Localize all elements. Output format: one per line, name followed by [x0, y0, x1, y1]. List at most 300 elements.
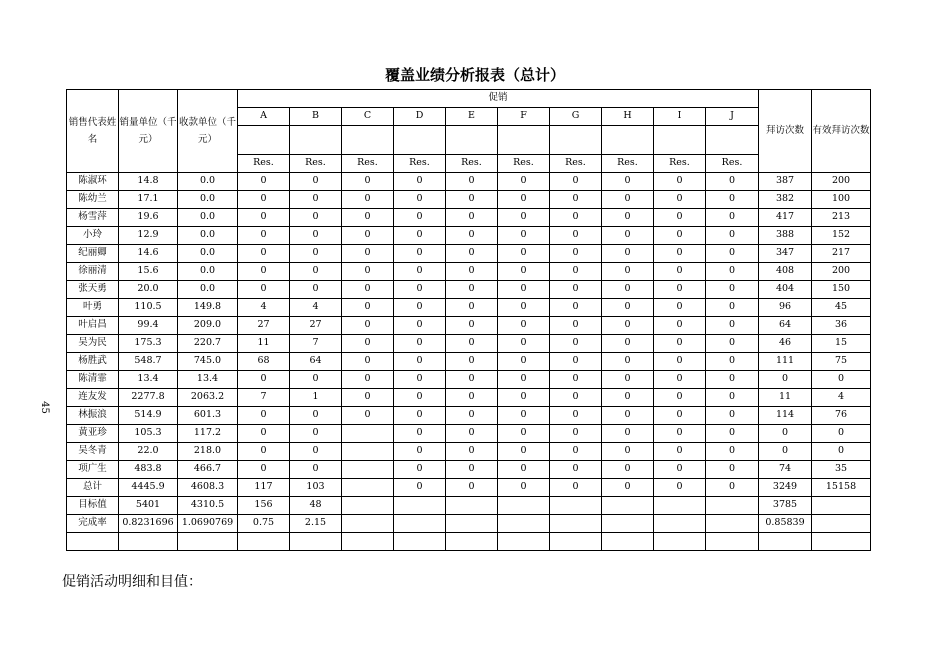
table-cell: 0.0 — [178, 173, 238, 191]
table-cell: 514.9 — [119, 407, 178, 425]
table-cell: 0 — [550, 389, 602, 407]
table-cell: 0 — [238, 407, 290, 425]
table-cell: 0 — [290, 173, 342, 191]
table-cell: 0 — [238, 461, 290, 479]
promo-blank-cell — [290, 126, 342, 155]
report-title: 覆盖业绩分析报表（总计） — [384, 66, 565, 84]
table-cell: 0 — [602, 479, 654, 497]
table-cell: 75 — [812, 353, 871, 371]
table-cell: 218.0 — [178, 443, 238, 461]
table-cell: 0 — [446, 263, 498, 281]
promo-blank-cell — [654, 126, 706, 155]
table-cell: 0 — [654, 209, 706, 227]
table-cell — [550, 497, 602, 515]
table-cell: 0 — [706, 479, 759, 497]
table-cell — [342, 533, 394, 551]
table-cell: 0 — [654, 389, 706, 407]
table-cell: 7 — [290, 335, 342, 353]
table-cell: 114 — [759, 407, 812, 425]
table-cell: 3249 — [759, 479, 812, 497]
table-cell: 347 — [759, 245, 812, 263]
table-cell: 1.0690769 — [178, 515, 238, 533]
table-row — [67, 533, 871, 551]
table-cell: 745.0 — [178, 353, 238, 371]
table-cell — [342, 479, 394, 497]
promo-blank-cell — [550, 126, 602, 155]
table-cell: 14.6 — [119, 245, 178, 263]
table-cell: 152 — [812, 227, 871, 245]
table-cell: 0 — [238, 191, 290, 209]
table-cell: 0 — [654, 281, 706, 299]
table-cell: 0 — [602, 461, 654, 479]
table-cell: 48 — [290, 497, 342, 515]
table-cell: 0 — [706, 443, 759, 461]
table-cell: 0.0 — [178, 191, 238, 209]
promo-blank-cell — [602, 126, 654, 155]
table-cell: 0 — [759, 443, 812, 461]
row-label-cell: 徐丽清 — [67, 263, 119, 281]
row-label-cell: 项广生 — [67, 461, 119, 479]
table-cell: 0 — [446, 425, 498, 443]
promo-res-label: Res. — [602, 155, 654, 173]
table-cell: 200 — [812, 263, 871, 281]
table-cell: 2277.8 — [119, 389, 178, 407]
table-cell — [178, 533, 238, 551]
table-cell: 0 — [654, 263, 706, 281]
table-cell: 0 — [446, 371, 498, 389]
table-cell: 213 — [812, 209, 871, 227]
row-label-cell: 小玲 — [67, 227, 119, 245]
table-cell: 0 — [706, 191, 759, 209]
table-cell: 0 — [498, 227, 550, 245]
table-cell — [654, 515, 706, 533]
table-cell: 0 — [498, 281, 550, 299]
table-cell — [812, 497, 871, 515]
table-row — [67, 335, 871, 353]
table-cell — [602, 515, 654, 533]
table-cell: 103 — [290, 479, 342, 497]
table-row — [67, 497, 871, 515]
table-cell: 0 — [290, 191, 342, 209]
table-row — [67, 515, 871, 533]
table-cell: 0 — [394, 317, 446, 335]
promo-res-label: Res. — [706, 155, 759, 173]
table-cell: 0 — [498, 479, 550, 497]
table-cell: 601.3 — [178, 407, 238, 425]
row-label-cell: 目标值 — [67, 497, 119, 515]
table-cell: 0 — [706, 371, 759, 389]
table-cell: 0 — [498, 245, 550, 263]
promo-res-label: Res. — [550, 155, 602, 173]
table-cell: 0 — [602, 191, 654, 209]
table-cell: 35 — [812, 461, 871, 479]
table-cell: 388 — [759, 227, 812, 245]
table-cell: 0 — [759, 425, 812, 443]
table-cell: 110.5 — [119, 299, 178, 317]
table-cell: 46 — [759, 335, 812, 353]
table-cell: 387 — [759, 173, 812, 191]
collection-unit-header: 收款单位（千元） — [178, 90, 238, 173]
table-cell: 0 — [394, 263, 446, 281]
table-cell — [394, 533, 446, 551]
table-cell: 0 — [290, 425, 342, 443]
table-row — [67, 173, 871, 191]
table-cell: 0 — [394, 407, 446, 425]
table-cell: 0 — [654, 425, 706, 443]
table-cell: 0 — [498, 209, 550, 227]
table-cell: 0 — [550, 245, 602, 263]
row-label-cell: 陈淑环 — [67, 173, 119, 191]
table-cell: 0 — [654, 299, 706, 317]
table-cell: 20.0 — [119, 281, 178, 299]
table-cell — [706, 533, 759, 551]
table-cell: 0 — [602, 317, 654, 335]
promo-blank-cell — [706, 126, 759, 155]
table-cell: 0 — [446, 353, 498, 371]
table-cell: 0 — [342, 245, 394, 263]
table-cell: 0 — [550, 443, 602, 461]
promo-col-header: I — [654, 108, 706, 126]
table-cell: 466.7 — [178, 461, 238, 479]
table-cell: 0 — [706, 425, 759, 443]
table-cell: 4 — [238, 299, 290, 317]
table-cell: 15.6 — [119, 263, 178, 281]
table-cell: 0 — [602, 173, 654, 191]
table-cell: 0 — [342, 335, 394, 353]
table-cell: 0 — [394, 227, 446, 245]
promo-blank-cell — [498, 126, 550, 155]
table-cell: 0 — [446, 299, 498, 317]
table-cell: 0 — [550, 425, 602, 443]
table-cell — [498, 515, 550, 533]
table-cell: 4310.5 — [178, 497, 238, 515]
table-cell: 0 — [394, 281, 446, 299]
table-cell — [290, 533, 342, 551]
table-cell: 0 — [602, 425, 654, 443]
table-cell: 27 — [238, 317, 290, 335]
table-cell: 0 — [550, 407, 602, 425]
table-cell: 0 — [550, 299, 602, 317]
table-cell: 0 — [498, 425, 550, 443]
table-cell: 0 — [498, 191, 550, 209]
promo-res-label: Res. — [394, 155, 446, 173]
table-cell: 0 — [550, 263, 602, 281]
row-label-cell: 杨胜武 — [67, 353, 119, 371]
table-cell: 2.15 — [290, 515, 342, 533]
table-cell: 96 — [759, 299, 812, 317]
table-cell: 0.0 — [178, 209, 238, 227]
table-cell: 19.6 — [119, 209, 178, 227]
table-cell: 0 — [238, 281, 290, 299]
table-cell: 0 — [812, 443, 871, 461]
promo-blank-cell — [394, 126, 446, 155]
table-cell: 0 — [342, 281, 394, 299]
table-cell: 0 — [238, 263, 290, 281]
table-cell: 0.0 — [178, 281, 238, 299]
table-cell: 0 — [654, 371, 706, 389]
table-cell: 0 — [290, 371, 342, 389]
table-cell — [119, 533, 178, 551]
promo-col-header: H — [602, 108, 654, 126]
table-cell: 12.9 — [119, 227, 178, 245]
table-cell: 2063.2 — [178, 389, 238, 407]
table-cell: 0 — [290, 245, 342, 263]
table-cell: 0 — [550, 335, 602, 353]
table-cell: 0 — [238, 245, 290, 263]
table-cell: 64 — [759, 317, 812, 335]
promo-res-label: Res. — [342, 155, 394, 173]
table-cell: 0 — [498, 461, 550, 479]
row-label-cell: 叶勇 — [67, 299, 119, 317]
table-cell: 45 — [812, 299, 871, 317]
table-row — [67, 461, 871, 479]
table-cell: 117.2 — [178, 425, 238, 443]
table-cell: 0 — [654, 335, 706, 353]
table-cell: 4445.9 — [119, 479, 178, 497]
table-cell: 0 — [238, 227, 290, 245]
table-cell — [446, 533, 498, 551]
table-cell: 0 — [394, 335, 446, 353]
table-cell — [342, 425, 394, 443]
table-row — [67, 425, 871, 443]
table-cell: 74 — [759, 461, 812, 479]
table-cell: 0 — [550, 353, 602, 371]
promo-col-header: B — [290, 108, 342, 126]
row-label-cell: 张天勇 — [67, 281, 119, 299]
table-cell: 99.4 — [119, 317, 178, 335]
table-cell — [654, 533, 706, 551]
table-cell: 0 — [654, 443, 706, 461]
table-cell: 0 — [654, 353, 706, 371]
table-cell: 0 — [706, 281, 759, 299]
table-cell: 0 — [654, 479, 706, 497]
table-cell: 0 — [498, 317, 550, 335]
table-cell: 0 — [602, 335, 654, 353]
table-cell: 64 — [290, 353, 342, 371]
row-label-cell: 叶启昌 — [67, 317, 119, 335]
table-cell: 0 — [342, 371, 394, 389]
table-cell: 408 — [759, 263, 812, 281]
table-cell: 0 — [706, 335, 759, 353]
visits-header: 拜访次数 — [759, 90, 812, 173]
table-cell: 548.7 — [119, 353, 178, 371]
table-cell: 0.85839 — [759, 515, 812, 533]
table-cell — [654, 497, 706, 515]
table-cell: 0 — [238, 173, 290, 191]
promo-col-header: J — [706, 108, 759, 126]
table-cell: 0 — [706, 245, 759, 263]
table-cell: 68 — [238, 353, 290, 371]
row-label-cell: 完成率 — [67, 515, 119, 533]
table-cell: 0 — [550, 317, 602, 335]
table-cell: 0 — [602, 263, 654, 281]
table-cell: 0 — [446, 461, 498, 479]
table-cell: 0 — [550, 479, 602, 497]
table-cell — [446, 497, 498, 515]
table-cell: 17.1 — [119, 191, 178, 209]
table-cell: 13.4 — [178, 371, 238, 389]
table-cell: 0 — [342, 407, 394, 425]
table-cell: 0 — [706, 461, 759, 479]
table-cell: 4608.3 — [178, 479, 238, 497]
table-cell: 0.8231696 — [119, 515, 178, 533]
row-label-cell — [67, 533, 119, 551]
table-cell: 0 — [498, 389, 550, 407]
table-cell: 0 — [290, 263, 342, 281]
table-cell: 0 — [290, 461, 342, 479]
table-row — [67, 389, 871, 407]
table-cell: 217 — [812, 245, 871, 263]
table-cell: 0 — [706, 173, 759, 191]
row-label-cell: 吴冬青 — [67, 443, 119, 461]
page-number: 45 — [38, 401, 50, 414]
table-row — [67, 299, 871, 317]
table-cell: 0 — [446, 335, 498, 353]
promo-res-label: Res. — [290, 155, 342, 173]
table-row — [67, 407, 871, 425]
table-cell: 0 — [342, 227, 394, 245]
table-cell — [706, 497, 759, 515]
table-cell: 0 — [342, 317, 394, 335]
table-cell: 0 — [394, 443, 446, 461]
table-row — [67, 209, 871, 227]
table-cell: 0 — [342, 173, 394, 191]
table-row — [67, 281, 871, 299]
table-cell: 404 — [759, 281, 812, 299]
table-cell: 0 — [342, 263, 394, 281]
table-cell: 0 — [654, 317, 706, 335]
promo-col-header: F — [498, 108, 550, 126]
table-row — [67, 479, 871, 497]
promo-col-header: A — [238, 108, 290, 126]
table-row — [67, 317, 871, 335]
table-cell: 0 — [290, 407, 342, 425]
table-cell: 0 — [706, 353, 759, 371]
table-cell: 0 — [446, 407, 498, 425]
table-cell: 220.7 — [178, 335, 238, 353]
row-label-cell: 纪丽卿 — [67, 245, 119, 263]
table-cell: 11 — [759, 389, 812, 407]
table-cell — [602, 497, 654, 515]
table-cell: 0 — [394, 389, 446, 407]
table-cell — [759, 533, 812, 551]
table-cell: 0 — [654, 245, 706, 263]
table-cell: 0 — [706, 209, 759, 227]
table-row — [67, 263, 871, 281]
table-cell: 0 — [602, 245, 654, 263]
table-cell: 0 — [342, 209, 394, 227]
table-cell: 0 — [498, 353, 550, 371]
table-cell: 0 — [290, 281, 342, 299]
table-cell: 0 — [654, 191, 706, 209]
table-cell: 0 — [394, 209, 446, 227]
table-header — [67, 90, 871, 173]
table-cell: 0 — [446, 191, 498, 209]
table-cell: 0 — [812, 425, 871, 443]
table-cell — [812, 533, 871, 551]
table-cell: 0 — [446, 479, 498, 497]
table-cell: 0 — [394, 425, 446, 443]
table-cell: 0 — [550, 209, 602, 227]
table-cell: 0 — [498, 263, 550, 281]
table-cell — [342, 515, 394, 533]
table-cell: 0.0 — [178, 263, 238, 281]
table-cell: 200 — [812, 173, 871, 191]
table-cell: 0 — [654, 461, 706, 479]
effective-visits-header: 有效拜访次数 — [812, 90, 871, 173]
table-cell: 0 — [342, 353, 394, 371]
promo-col-header: G — [550, 108, 602, 126]
table-cell: 0 — [446, 209, 498, 227]
table-cell: 156 — [238, 497, 290, 515]
table-cell: 0 — [550, 227, 602, 245]
table-cell: 11 — [238, 335, 290, 353]
table-cell: 0 — [498, 407, 550, 425]
table-cell: 0 — [654, 407, 706, 425]
table-cell: 0 — [498, 299, 550, 317]
table-cell: 483.8 — [119, 461, 178, 479]
table-cell — [446, 515, 498, 533]
row-label-cell: 总计 — [67, 479, 119, 497]
table-cell: 0 — [654, 173, 706, 191]
table-cell: 0 — [394, 173, 446, 191]
footer-text: 促销活动明细和目值： — [62, 574, 202, 590]
table-cell: 100 — [812, 191, 871, 209]
table-cell: 0 — [706, 299, 759, 317]
table-cell: 7 — [238, 389, 290, 407]
table-cell: 0.75 — [238, 515, 290, 533]
promo-col-header: D — [394, 108, 446, 126]
promo-blank-cell — [446, 126, 498, 155]
table-cell: 27 — [290, 317, 342, 335]
table-cell: 0 — [394, 191, 446, 209]
table-cell — [342, 461, 394, 479]
table-cell: 0 — [550, 461, 602, 479]
table-cell: 382 — [759, 191, 812, 209]
table-cell: 0 — [446, 245, 498, 263]
table-cell: 0 — [706, 317, 759, 335]
table-cell: 0 — [290, 209, 342, 227]
promo-res-label: Res. — [654, 155, 706, 173]
table-cell: 150 — [812, 281, 871, 299]
promo-col-header: C — [342, 108, 394, 126]
table-cell: 0 — [394, 371, 446, 389]
table-cell: 0 — [602, 227, 654, 245]
table-cell: 0 — [446, 173, 498, 191]
table-cell: 15158 — [812, 479, 871, 497]
table-cell: 4 — [812, 389, 871, 407]
table-cell: 0 — [394, 461, 446, 479]
table-cell: 0 — [394, 479, 446, 497]
promotion-header: 促销 — [238, 90, 759, 108]
row-label-cell: 吴为民 — [67, 335, 119, 353]
promo-blank-cell — [342, 126, 394, 155]
table-cell: 0 — [550, 281, 602, 299]
promo-res-label: Res. — [498, 155, 550, 173]
table-cell: 0 — [602, 281, 654, 299]
table-cell: 0.0 — [178, 245, 238, 263]
table-cell: 0 — [394, 353, 446, 371]
table-cell: 0 — [654, 227, 706, 245]
table-cell — [498, 497, 550, 515]
table-cell: 0 — [498, 371, 550, 389]
table-cell: 111 — [759, 353, 812, 371]
table-cell: 0 — [602, 371, 654, 389]
promo-res-label: Res. — [238, 155, 290, 173]
table-cell: 0 — [238, 209, 290, 227]
table-cell: 0 — [759, 371, 812, 389]
row-label-cell: 黄亚珍 — [67, 425, 119, 443]
